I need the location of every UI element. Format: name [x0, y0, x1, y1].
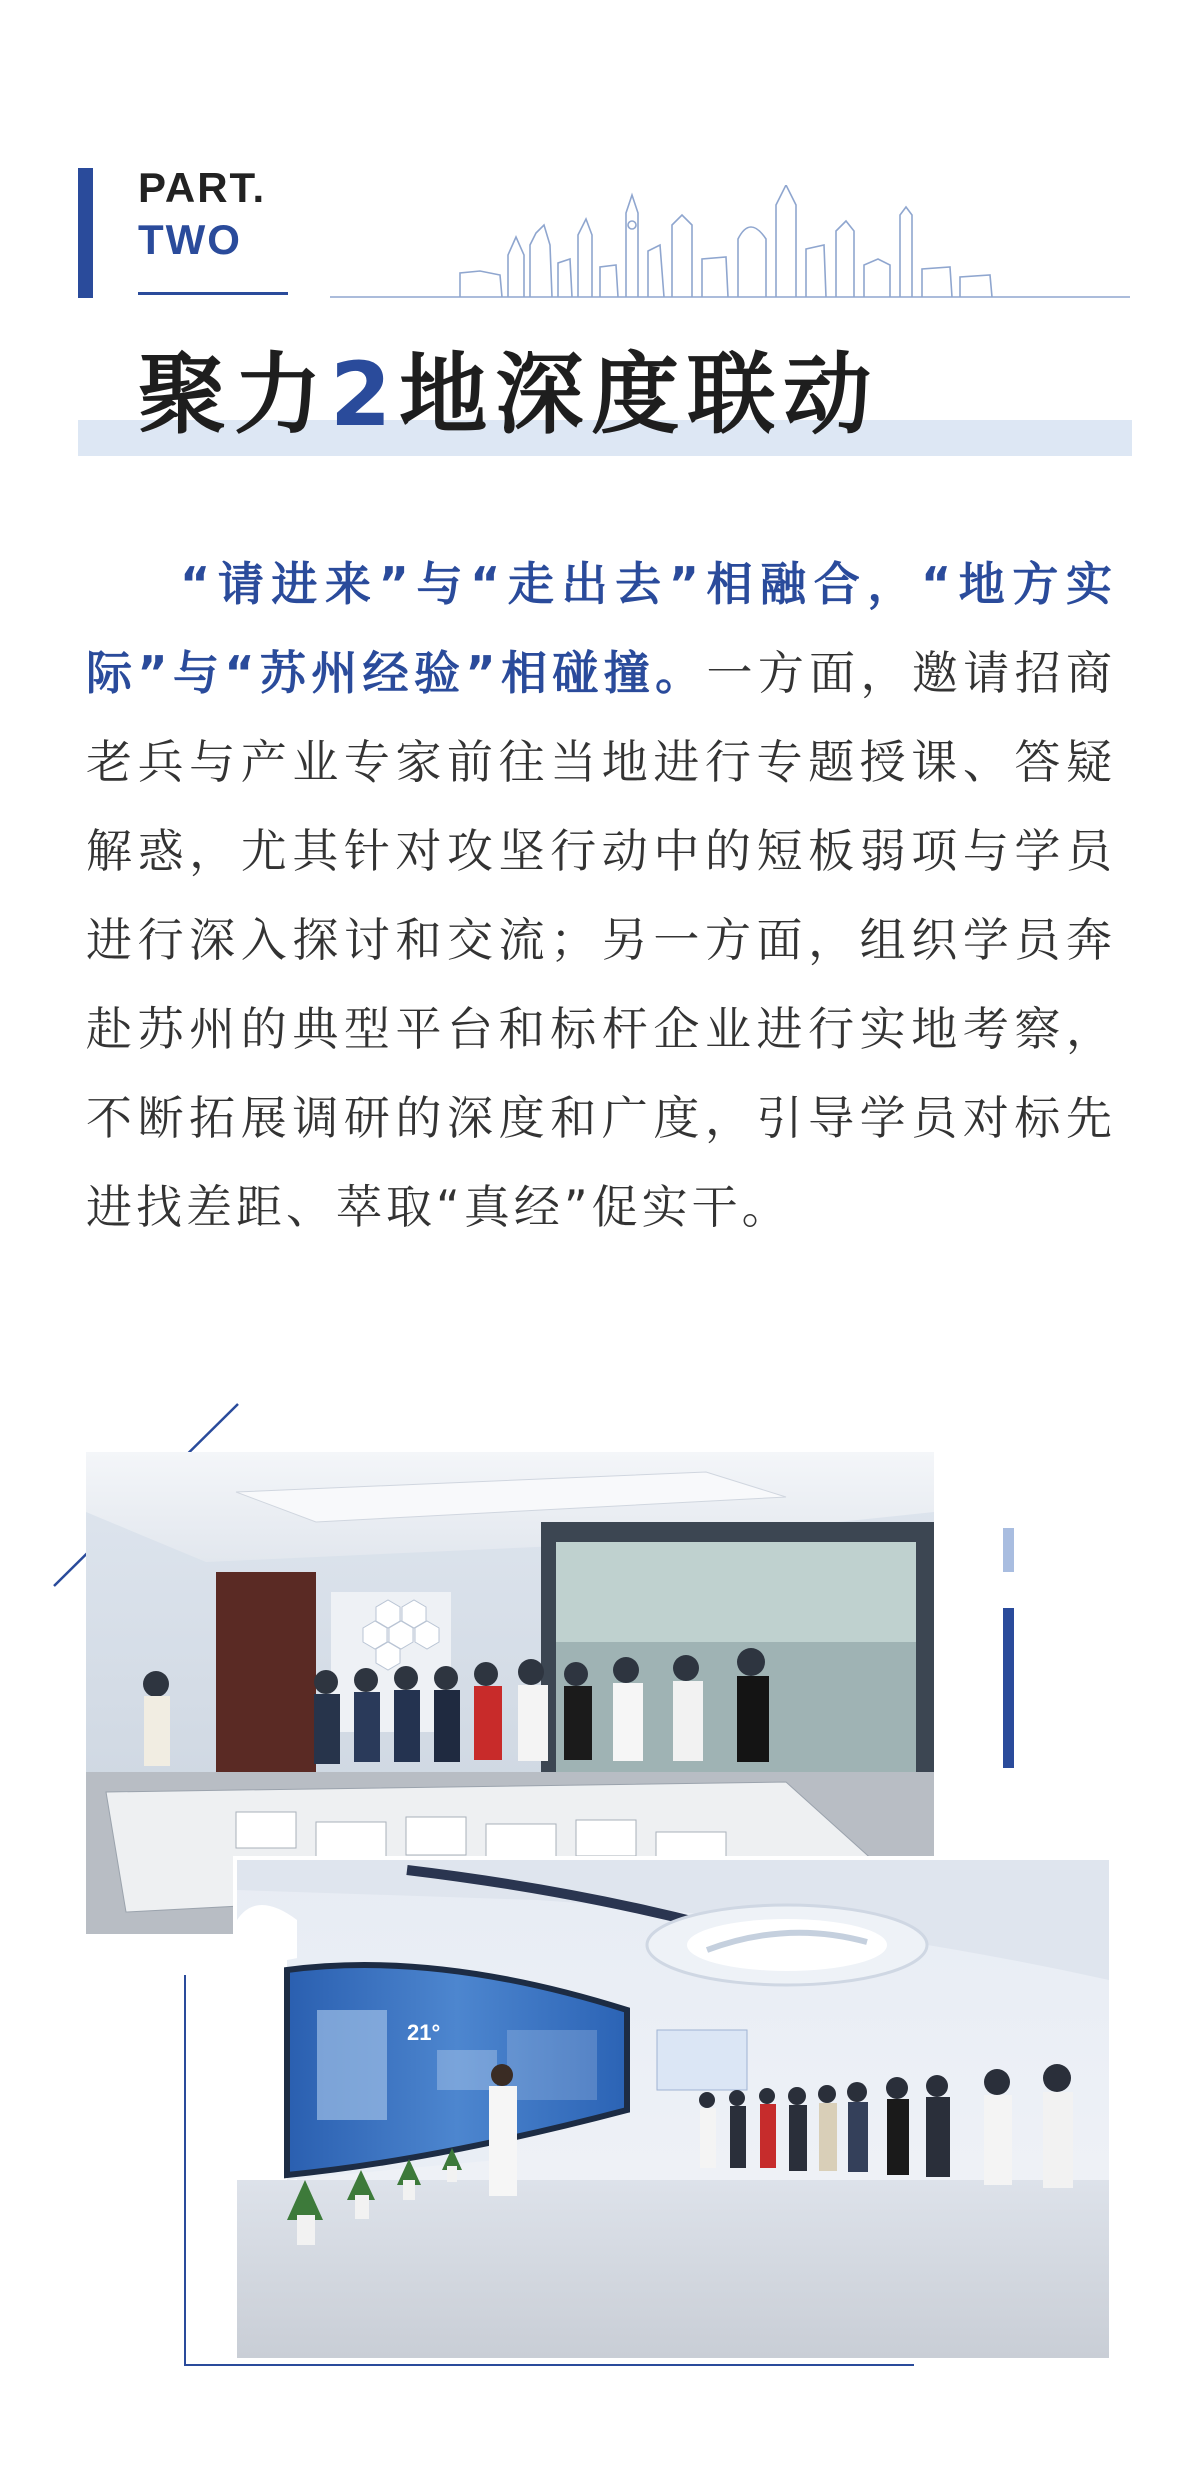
- part-underline: [138, 292, 288, 295]
- body-highlight: “请进来”与“走出去”相融合，“地方实际”与“苏州经验”相碰撞。: [86, 557, 1116, 700]
- title-part-1: 聚力: [138, 343, 331, 446]
- part-label: PART.: [138, 164, 267, 211]
- part-number: TWO: [138, 216, 242, 263]
- body-paragraph: [86, 540, 1116, 1252]
- section-title: [138, 340, 879, 450]
- skyline-illustration: [330, 185, 1130, 300]
- title-number: 2: [330, 343, 400, 446]
- title-part-2: 地深度联动: [399, 343, 880, 446]
- right-accent-light: [1003, 1528, 1014, 1572]
- photo-exhibition-hall: [237, 1860, 1109, 2358]
- frame-line-horizontal: [184, 2364, 914, 2366]
- frame-line-vertical: [184, 1975, 186, 2365]
- accent-bar: [78, 168, 93, 298]
- body-text: 一方面，邀请招商老兵与产业专家前往当地进行专题授课、答疑解惑，尤其针对攻坚行动中的短板弱项与学员进行深入探讨和交流；另一方面，组织学员奔赴苏州的典型平台和标杆企业进行实地考察，不断拓展调研的深度和广度，引导学员对标先进找差距、萃取“真经”促实干。: [86, 646, 1117, 1234]
- right-accent-dark: [1003, 1608, 1014, 1768]
- screen-temperature-text: 21°: [407, 2020, 441, 2045]
